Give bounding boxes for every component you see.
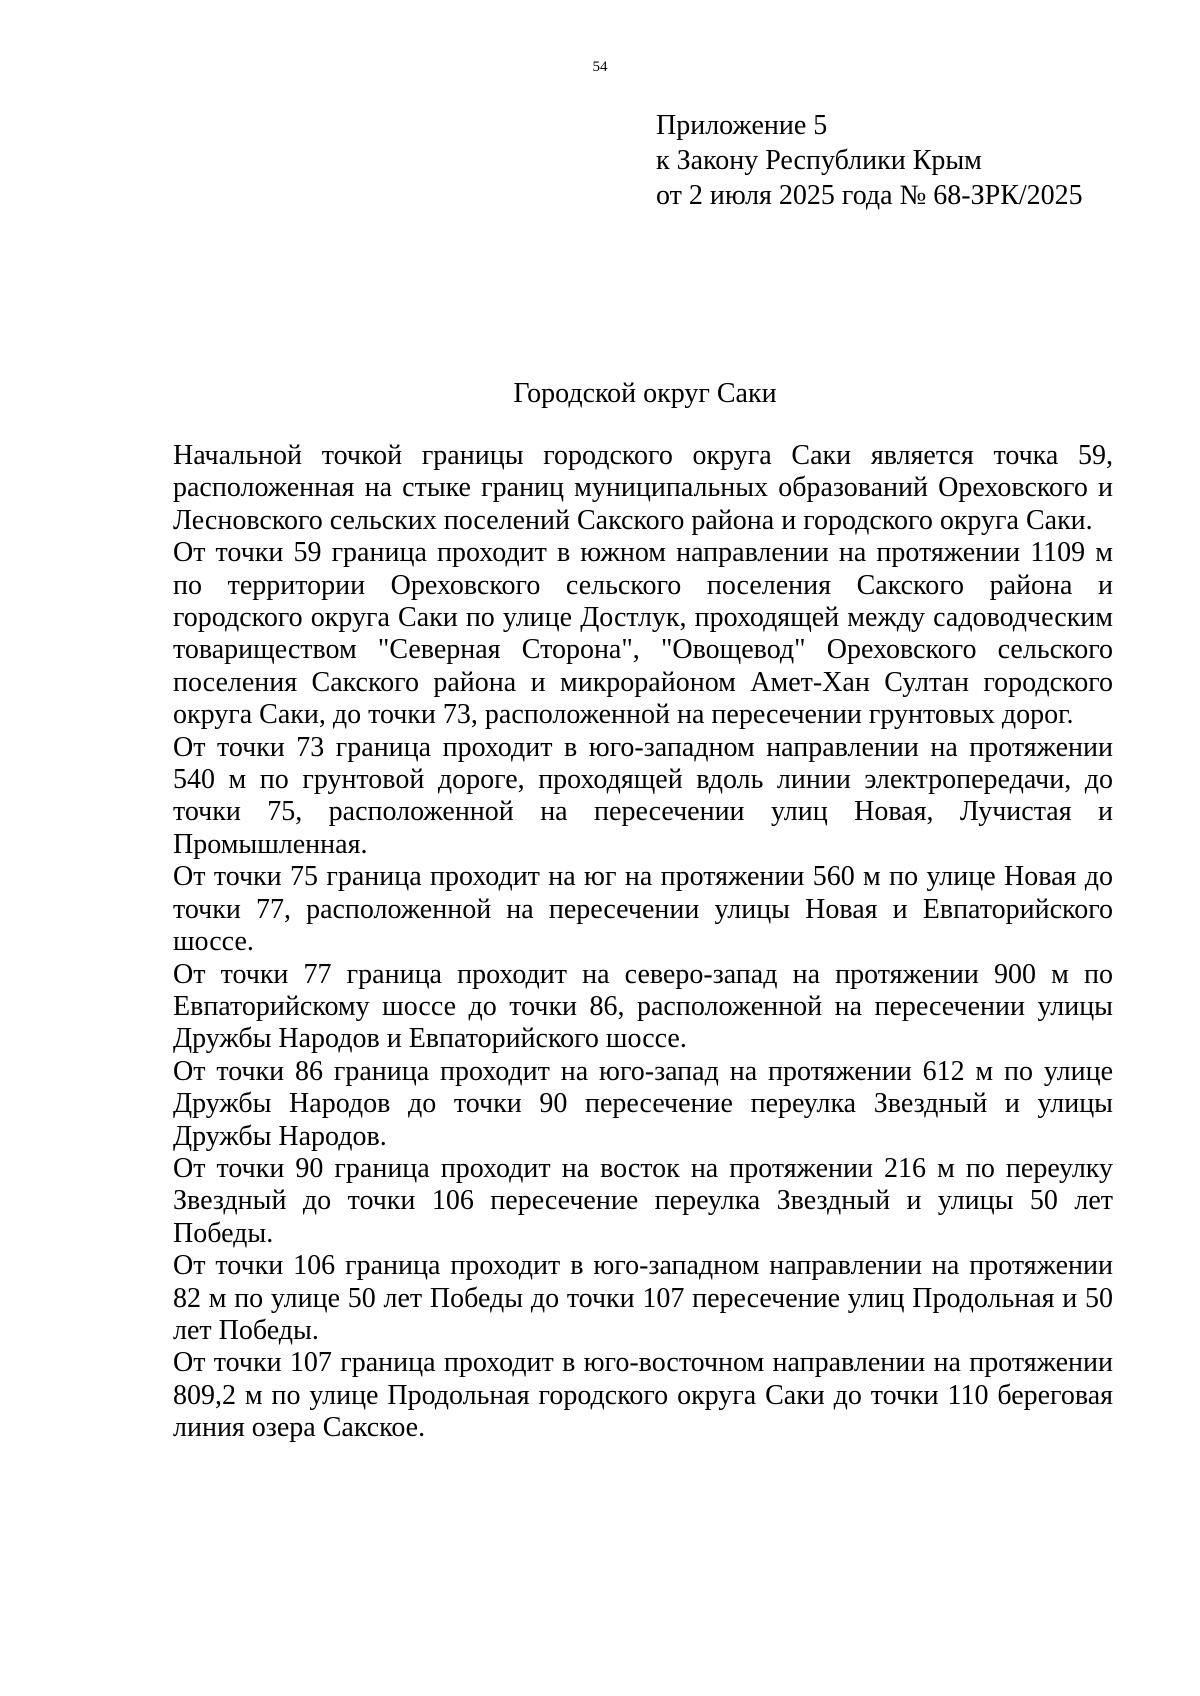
appendix-law-date: от 2 июля 2025 года № 68-ЗРК/2025 <box>656 180 1083 211</box>
appendix-header <box>656 108 1083 213</box>
paragraph-segment-59-73: От точки 59 граница проходит в южном направлении на протяжении 1109 м по территории Ореховского сельского поселения Сакского района и городского округа Саки по улице Достлук, проходящей между садоводческим товариществом "Северная Сторона", "Овощевод" Ореховского сельского поселения Сакского района и микрорайоном Амет-Хан Султан городского округа Саки, до точки 73, расположенной на пересечении грунтовых дорог. <box>173 537 1113 731</box>
paragraph-segment-106-107: От точки 106 граница проходит в юго-западном направлении на протяжении 82 м по улице 50 лет Победы до точки 107 пересечение улиц Продольная и 50 лет Победы. <box>173 1250 1113 1346</box>
appendix-law-reference: к Закону Республики Крым <box>656 145 982 176</box>
paragraph-segment-77-86: От точки 77 граница проходит на северо-запад на протяжении 900 м по Евпаторийскому шоссе до точки 86, расположенной на пересечении улицы Дружбы Народов и Евпаторийского шоссе. <box>173 958 1113 1055</box>
page-number: 54 <box>592 59 608 75</box>
paragraph-segment-86-90: От точки 86 граница проходит на юго-запад на протяжении 612 м по улице Дружбы Народов до точки 90 пересечение переулка Звездный и улицы Дружбы Народов. <box>173 1055 1113 1152</box>
appendix-number: Приложение 5 <box>656 110 828 141</box>
paragraph-segment-75-77: От точки 75 граница проходит на юг на протяжении 560 м по улице Новая до точки 77, расположенной на пересечении улицы Новая и Евпаторийского шоссе. <box>173 861 1113 958</box>
document-title: Городской округ Саки <box>513 378 777 409</box>
paragraph-start-point: Начальной точкой границы городского округа Саки является точка 59, расположенная на стыке границ муниципальных образований Ореховского и Лесновского сельских поселений Сакского района и городского округа Саки. <box>173 440 1113 536</box>
paragraph-segment-73-75: От точки 73 граница проходит в юго-западном направлении на протяжении 540 м по грунтовой дороге, проходящей вдоль линии электропередачи, до точки 75, расположенной на пересечении улиц Новая, Лучистая и Промышленная. <box>173 731 1113 860</box>
paragraph-segment-107-110: От точки 107 граница проходит в юго-восточном направлении на протяжении 809,2 м по улице Продольная городского округа Саки до точки 110 береговая линия озера Сакское. <box>173 1347 1113 1444</box>
paragraph-segment-90-106: От точки 90 граница проходит на восток на протяжении 216 м по переулку Звездный до точки 106 пересечение переулка Звездный и улицы 50 лет Победы. <box>173 1152 1113 1249</box>
document-body <box>173 440 1113 1445</box>
